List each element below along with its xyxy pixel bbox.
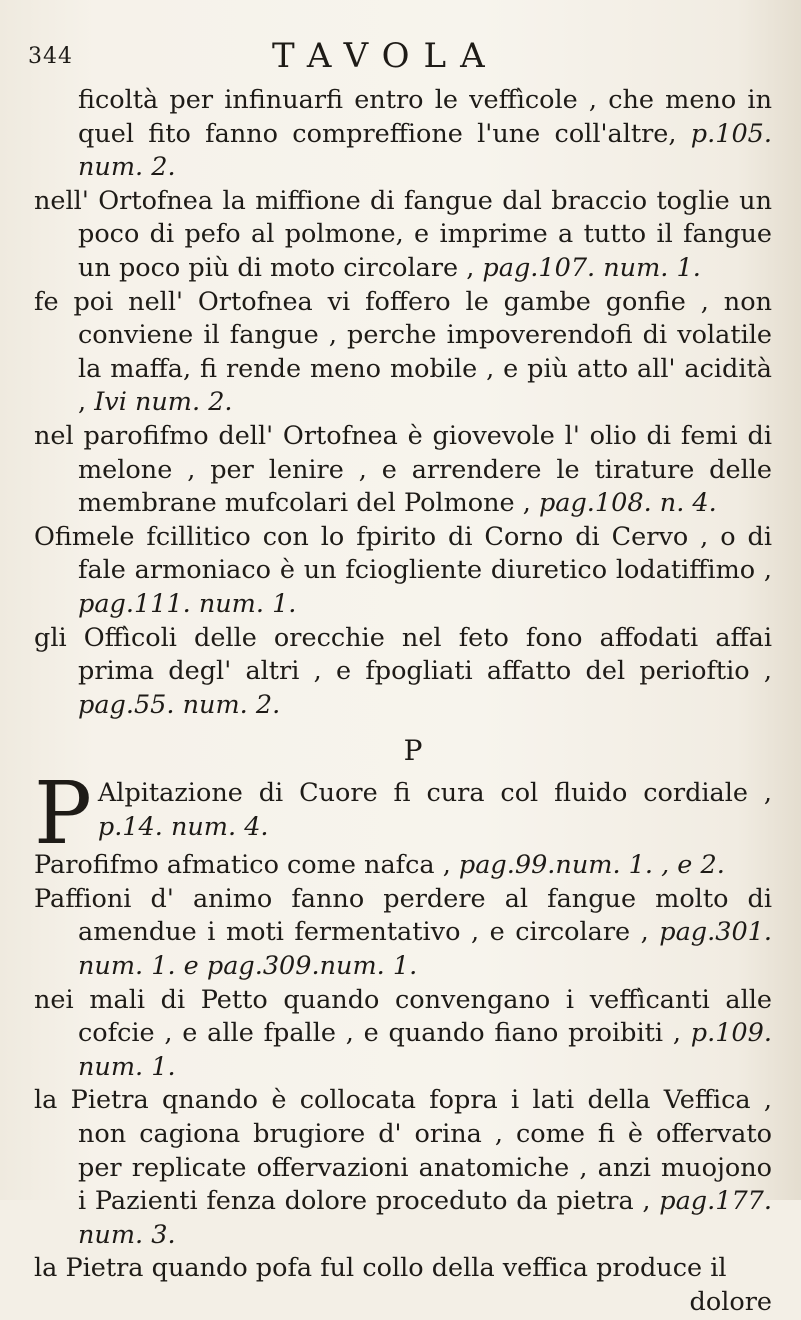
index-entry — [34, 622, 772, 723]
entry-head: Parofifmo — [34, 850, 159, 881]
index-entry — [34, 521, 772, 622]
entry-head: fe — [34, 286, 59, 317]
entry-head: nel — [34, 420, 74, 451]
index-entry — [34, 84, 772, 185]
catchword — [34, 1286, 772, 1320]
entry-reference: pag.111. num. 1. — [78, 588, 297, 619]
index-entry — [34, 849, 772, 883]
index-entry — [34, 1252, 772, 1286]
index-entry — [34, 883, 772, 984]
catchword-text: dolore — [689, 1287, 772, 1317]
index-entry — [34, 764, 772, 865]
index-entry — [34, 185, 772, 286]
entry-text: Pietra quando pofa ful collo della veffica produce il — [65, 1253, 727, 1284]
entry-head: nei — [34, 984, 74, 1015]
entry-head: gli — [34, 622, 67, 653]
entry-head: Alpitazione — [97, 778, 243, 809]
entry-reference: Ivi num. 2. — [94, 387, 233, 418]
entry-text: fcillitico con lo fpirito di Corno di Cervo , o di fale armoniaco è un fciogliente diuretico lodatiffimo , — [78, 521, 772, 586]
entry-reference: pag.108. n. 4. — [538, 488, 717, 519]
entry-head: Paffioni — [34, 883, 132, 914]
running-title: TAVOLA — [272, 36, 499, 76]
entry-reference: p.14. num. 4. — [97, 811, 269, 842]
entry-text: Offìcoli delle orecchie nel feto fono affodati affai prima degl' altri , e fpogliati affatto del perioftio , — [78, 622, 773, 687]
entry-text: Ortofnea la miffione di fangue dal braccio toglie un poco di pefo al polmone, e imprime a tutto il fangue un poco più di moto circolare , — [78, 185, 772, 283]
entry-head: la — [34, 1253, 58, 1284]
entry-reference: pag.99.num. 1. , e 2. — [458, 850, 725, 881]
entry-text: Pietra qnando è collocata fopra i lati della Veffica , non cagiona brugiore d' orina , come fi è offervato per replicate offervazioni anatomiche , anzi muojono i Pazienti fenza dolore proceduto da pietra , — [70, 1085, 773, 1217]
entry-reference: p.109. num. 1. — [78, 1018, 772, 1082]
index-entry — [34, 1084, 772, 1252]
entry-text: d' animo fanno perdere al fangue molto di amendue i moti fermentativo , e circolare , — [78, 883, 773, 948]
drop-capital: P — [34, 764, 92, 865]
entry-reference: pag.107. num. 1. — [482, 252, 701, 283]
entry-reference: pag.177. num. 3. — [78, 1186, 772, 1250]
page-number: 344 — [28, 44, 73, 69]
index-entries — [34, 84, 772, 1320]
entry-text: ficoltà per infinuarfi entro le veffìcole , che meno in quel fito fanno compreffione l'une coll'altre, — [78, 85, 772, 149]
entry-reference: pag.301. num. 1. e pag.309.num. 1. — [78, 917, 772, 982]
entry-reference: pag.55. num. 2. — [78, 689, 281, 720]
entry-text: mali di Petto quando convengano i veffìcanti alle cofcie , e alle fpalle , e quando fiano proibiti , — [78, 984, 773, 1049]
entry-reference: p.105. num. 2. — [78, 118, 773, 183]
entry-head: nell' — [34, 185, 89, 216]
entry-text: di Cuore fi cura col fluido cordiale , — [258, 778, 772, 809]
index-entry — [34, 420, 772, 521]
entry-text: poi nell' Ortofnea vi foffero le gambe gonfie , non conviene il fangue , perche impoverendofi di volatile la maffa, fi rende meno mobile , e più atto all' acidità , — [73, 286, 772, 418]
entry-head: la — [34, 1085, 58, 1116]
entry-text: parofifmo dell' Ortofnea è giovevole l' olio di femi di melone , per lenire , e arrendere le tirature delle membrane mufcolari del Polmone , — [78, 420, 772, 519]
entry-head: Ofimele — [34, 521, 135, 552]
index-entry — [34, 984, 772, 1085]
page-header — [28, 36, 768, 76]
entry-text: afmatico come nafca , — [166, 850, 451, 881]
index-entry — [34, 286, 772, 420]
section-letter: P — [403, 734, 423, 768]
